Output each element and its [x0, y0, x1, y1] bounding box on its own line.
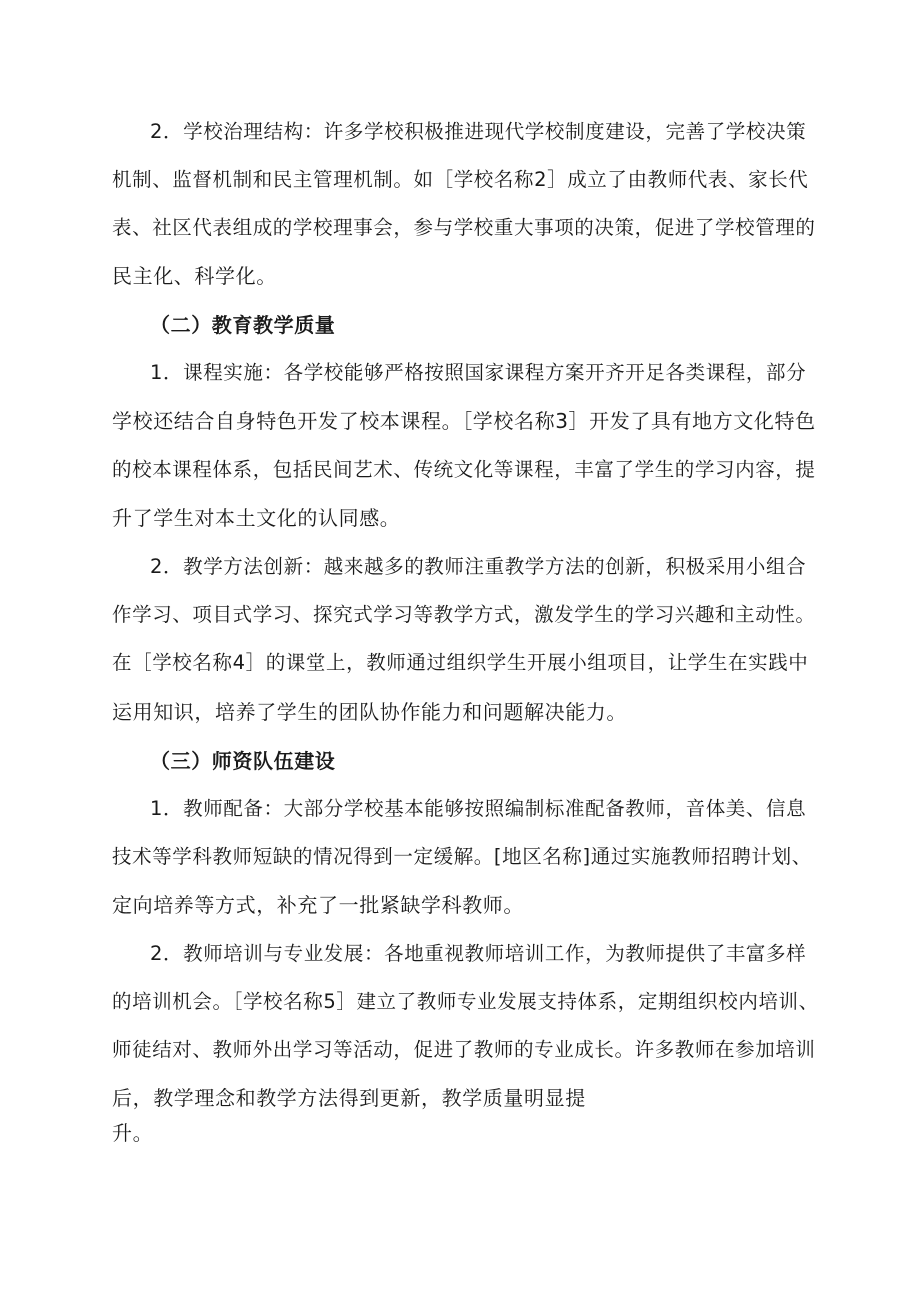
paragraph-line: 机制、监督机制和民主管理机制。如［学校名称2］成立了由教师代表、家长代 [112, 168, 809, 191]
section-heading: （二）教育教学质量 [150, 313, 336, 337]
paragraph-line: 的校本课程体系，包括民间艺术、传统文化等课程，丰富了学生的学习内容，提 [112, 458, 816, 481]
paragraph-line: 2．教师培训与专业发展：各地重视教师培训工作，为教师提供了丰富多样 [150, 942, 807, 965]
paragraph-line: 民主化、科学化。 [112, 264, 277, 288]
paragraph-line: 后，教学理念和教学方法得到更新，教学质量明显提 [112, 1086, 586, 1110]
paragraph-line: 升了学生对本土文化的认同感。 [112, 506, 401, 530]
paragraph-line: 表、社区代表组成的学校理事会，参与学校重大事项的决策，促进了学校管理的 [112, 216, 816, 239]
paragraph-line: 运用知识，培养了学生的团队协作能力和问题解决能力。 [112, 700, 627, 724]
paragraph-line: 学校还结合自身特色开发了校本课程。［学校名称3］开发了具有地方文化特色 [112, 409, 816, 433]
paragraph-line: 升。 [112, 1121, 154, 1145]
paragraph-line: 1．教师配备：大部分学校基本能够按照编制标准配备教师，音体美、信息 [150, 797, 807, 820]
paragraph-line: 作学习、项目式学习、探究式学习等教学方式，激发学生的学习兴趣和主动性。 [112, 603, 816, 626]
paragraph-line: 技术等学科教师短缺的情况得到一定缓解。[地区名称]通过实施教师招聘计划、 [112, 845, 812, 868]
paragraph-line: 定向培养等方式，补充了一批紧缺学科教师。 [112, 893, 524, 917]
paragraph-line: 的培训机会。［学校名称5］建立了教师专业发展支持体系，定期组织校内培训、 [112, 990, 819, 1013]
paragraph-line: 2．教学方法创新：越来越多的教师注重教学方法的创新，积极采用小组合 [150, 555, 807, 578]
paragraph-line: 师徒结对、教师外出学习等活动，促进了教师的专业成长。许多教师在参加培训 [112, 1038, 816, 1061]
paragraph-line: 2．学校治理结构：许多学校积极推进现代学校制度建设，完善了学校决策 [150, 120, 807, 143]
paragraph-line: 在［学校名称4］的课堂上，教师通过组织学生开展小组项目，让学生在实践中 [112, 651, 809, 674]
section-heading: （三）师资队伍建设 [150, 749, 336, 773]
paragraph-line: 1．课程实施：各学校能够严格按照国家课程方案开齐开足各类课程，部分 [150, 361, 807, 384]
